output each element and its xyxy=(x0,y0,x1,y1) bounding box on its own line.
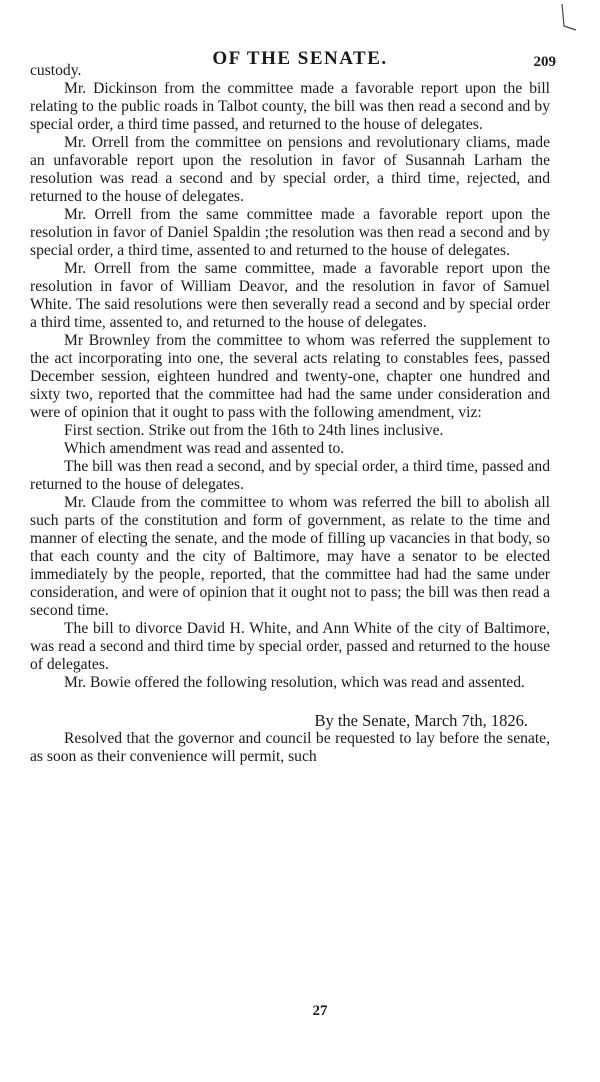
paragraph-bowie-resolution: Mr. Bowie offered the following resolution, which was read and assented. xyxy=(64,674,525,691)
paragraph-orrell-larham: Mr. Orrell from the committee on pensions and revolutionary cliams, made an unfavorable report upon the resolution in favor of Susannah Larham the resolution was read a second and by special order, a third time, rejected, and returned to the house of delegates. xyxy=(30,134,550,205)
paragraph-dickinson-report: Mr. Dickinson from the committee made a favorable report upon the bill relating to the public roads in Talbot county, the bill was then read a second and by special order, a third time passed, and returned to the house of delegates. xyxy=(30,80,550,133)
paragraph-brownley-report: Mr Brownley from the committee to whom was referred the supplement to the act incorporating into one, the several acts relating to constables fees, passed December session, eighteen hundred and twenty-one, chapter one hundred and sixty two, reported that the committee had had the same under consideration and were of opinion that it ought to pass with the following amendment, viz: xyxy=(30,332,550,421)
page-number: 209 xyxy=(533,54,556,70)
paragraph-orrell-deavor-white: Mr. Orrell from the same committee, made a favorable report upon the resolution in favor of William Deavor, and the resolution in favor of Samuel White. The said resolutions were then severally read a second and by special order a third time, assented to, and returned to the house of delegates. xyxy=(30,260,550,331)
paragraph-bill-passed: The bill was then read a second, and by special order, a third time, passed and returned to the house of delegates. xyxy=(30,458,550,493)
paragraph-orrell-spaldin: Mr. Orrell from the same committee made a favorable report upon the resolution in favor of Daniel Spaldin ;the resolution was then read a second and by special order, a third time, assented to and returned to the house of delegates. xyxy=(30,206,550,259)
dateline: By the Senate, March 7th, 1826. xyxy=(314,711,528,730)
paragraph-resolved: Resolved that the governor and council be requested to lay before the senate, as soon as their convenience will permit, such xyxy=(30,730,550,765)
paragraph-amendment-assented: Which amendment was read and assented to. xyxy=(64,440,345,457)
paragraph-first-section: First section. Strike out from the 16th to 24th lines inclusive. xyxy=(64,422,444,439)
paragraph-custody: custody. xyxy=(30,62,82,79)
running-head: OF THE SENATE. xyxy=(212,48,388,69)
body-text xyxy=(30,62,550,766)
margin-pen-mark xyxy=(558,2,580,36)
paragraph-divorce-bill: The bill to divorce David H. White, and Ann White of the city of Baltimore, was read a second and third time by special order, passed and returned to the house of delegates. xyxy=(30,620,550,673)
signature-mark: 27 xyxy=(312,1003,328,1019)
paragraph-claude-report: Mr. Claude from the committee to whom was referred the bill to abolish all such parts of the constitution and form of government, as relate to the time and manner of electing the senate, and the mode of filling up vacancies in that body, so that each county and the city of Baltimore, may have a senator to be elected immediately by the people, reported, that the committee had had the same under consideration, and were of opinion that it ought not to pass; the bill was then read a second time. xyxy=(30,494,550,619)
